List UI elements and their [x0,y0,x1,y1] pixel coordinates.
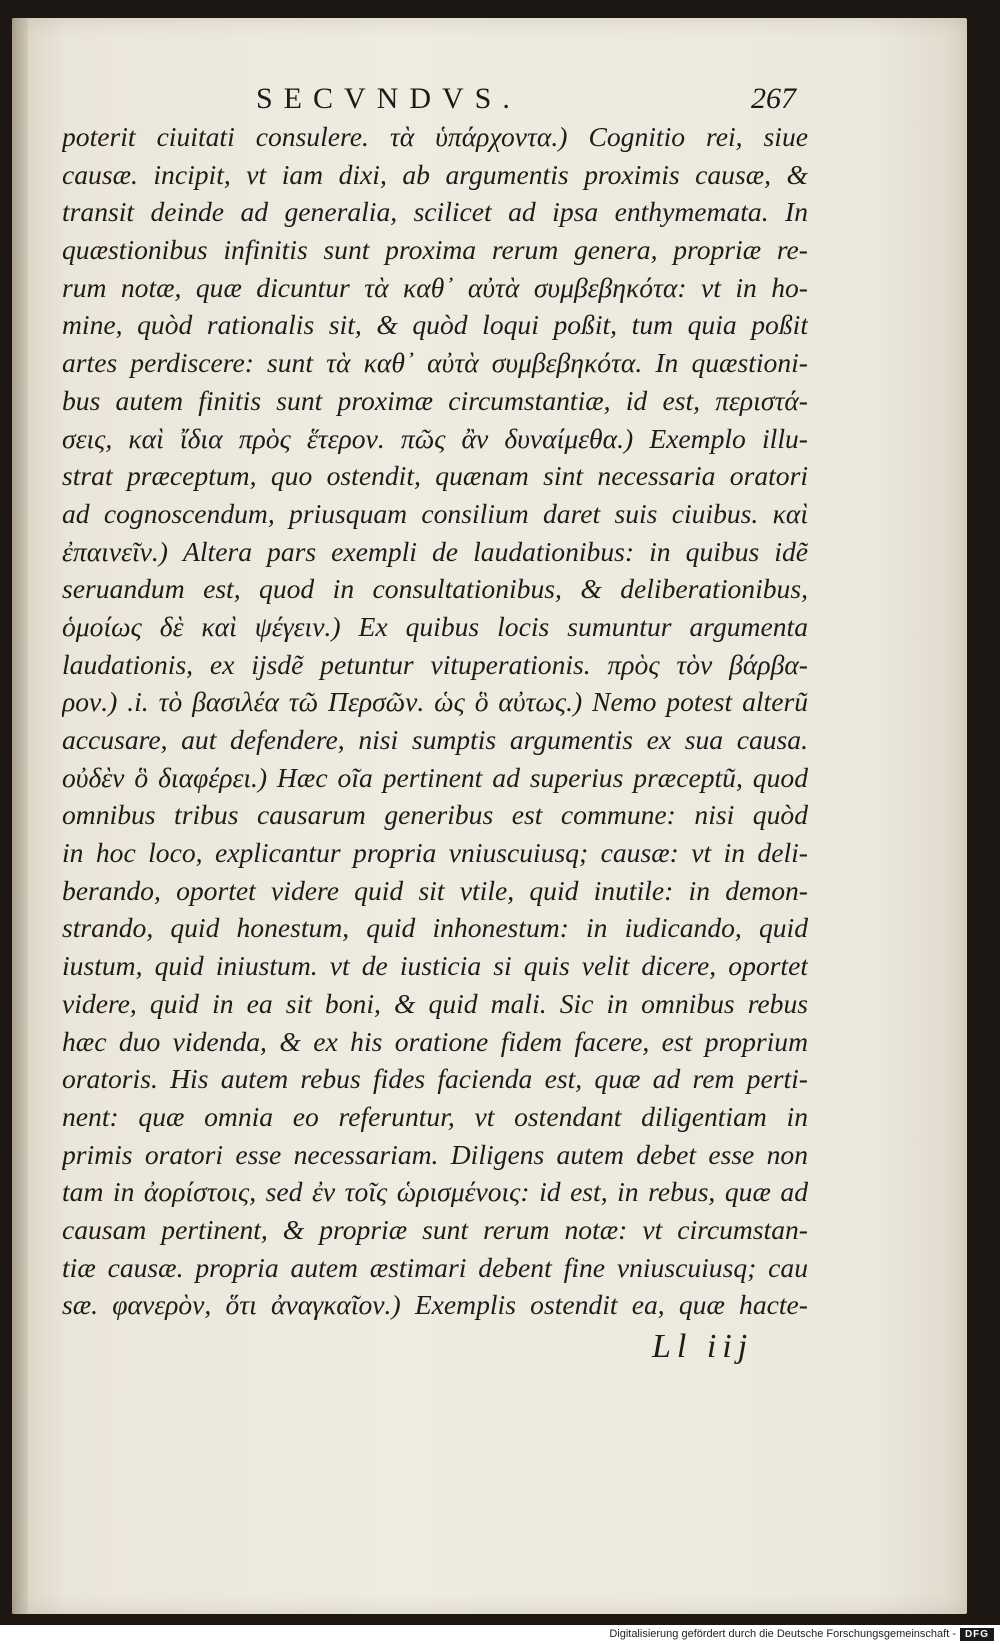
text-line: strando, quid honestum, quid inhonestum: in iudicando, quid [62,912,808,944]
text-line: strat præceptum, quo ostendit, quænam sint necessaria oratori [62,460,808,492]
page-number: 267 [751,82,796,115]
text-line: iustum, quid iniustum. vt de iusticia si quis velit dicere, oportet [62,950,808,982]
text-line: poterit ciuitati consulere. τὰ ὑπάρχοντα.) Cognitio rei, siue [62,121,808,152]
text-line: omnibus tribus causarum generibus est commune: nisi quòd [62,799,808,831]
dfg-logo: DFG [960,1628,994,1641]
text-line: transit deinde ad generalia, scilicet ad ipsa enthymemata. In [62,196,808,228]
text-line: berando, oportet videre quid sit vtile, quid inutile: in demon- [62,874,808,906]
text-line: accusare, aut defendere, nisi sumptis argumentis ex sua causa. [62,724,808,755]
text-line: οὐδὲν ὃ διαφέρει.) Hæc oĩa pertinent ad superius præceptũ, quod [62,761,808,793]
text-line: tam in ἀορίστοις, sed ἐν τοῖς ὡρισμένοις: id est, in rebus, quæ ad [62,1176,808,1208]
text-line: in hoc loco, explicantur propria vniuscuiusq; causæ: vt in deli- [62,837,808,869]
text-line: videre, quid in ea sit boni, & quid mali. Sic in omnibus rebus [62,987,808,1019]
text-line: nent: quæ omnia eo referuntur, vt ostendant diligentiam in [62,1100,808,1132]
running-head [256,82,796,122]
text-line: causam pertinent, & propriæ sunt rerum notæ: vt circumstan- [62,1213,808,1245]
text-line: oratoris. His autem rebus fides facienda est, quæ ad rem perti- [62,1063,808,1095]
text-line: ρον.) .i. τὸ βασιλέα τῶ Περσῶν. ὡς ὃ αὐτως.) Nemo potest alterũ [62,686,808,718]
text-line: ὁμοίως δὲ καὶ ψέγειν.) Ex quibus locis sumuntur argumenta [62,610,808,642]
page-gutter-shadow [12,18,28,1614]
text-line: causæ. incipit, vt iam dixi, ab argumentis proximis causæ, & [62,158,808,190]
text-line: quæstionibus infinitis sunt proxima rerum genera, propriæ re- [62,234,808,266]
text-line: σεις, καὶ ἴδια πρὸς ἕτερον. πῶς ἂν δυναίμεθα.) Exemplo illu- [62,422,808,454]
text-line: rum notæ, quæ dicuntur τὰ καθ᾽ αὐτὰ συμβεβηκότα: vt in ho- [62,271,808,303]
text-line: bus autem finitis sunt proximæ circumstantiæ, id est, περιστά- [62,384,808,416]
body-text [62,118,808,1324]
text-line: primis oratori esse necessariam. Diligens autem debet esse non [62,1138,808,1170]
signature-mark: Ll iij [652,1328,754,1365]
text-line: tiæ causæ. propria autem æstimari debent fine vniuscuiusq; cau [62,1251,808,1283]
text-line: sæ. φανερὸν, ὅτι ἀναγκαῖον.) Exemplis ostendit ea, quæ hacte- [62,1289,808,1321]
funding-credit: Digitalisierung gefördert durch die Deutsche Forschungsgemeinschaft - [609,1628,956,1640]
text-line: artes perdiscere: sunt τὰ καθ᾽ αὐτὰ συμβεβηκότα. In quæstioni- [62,347,808,379]
text-line: mine, quòd rationalis sit, & quòd loqui poßit, tum quia poßit [62,309,808,341]
text-line: ἐπαινεῖν.) Altera pars exempli de laudationibus: in quibus idẽ [62,535,808,567]
text-line: laudationis, ex ijsdẽ petuntur vituperationis. πρὸς τὸν βάρβα- [62,648,808,680]
running-head-title: SECVNDVS. [256,82,521,115]
text-line: hæc duo videnda, & ex his oratione fidem facere, est proprium [62,1025,808,1057]
text-line: ad cognoscendum, priusquam consilium daret suis ciuibus. καὶ [62,497,808,529]
footer-bar [0,1625,1000,1645]
text-line: seruandum est, quod in consultationibus, & deliberationibus, [62,573,808,605]
